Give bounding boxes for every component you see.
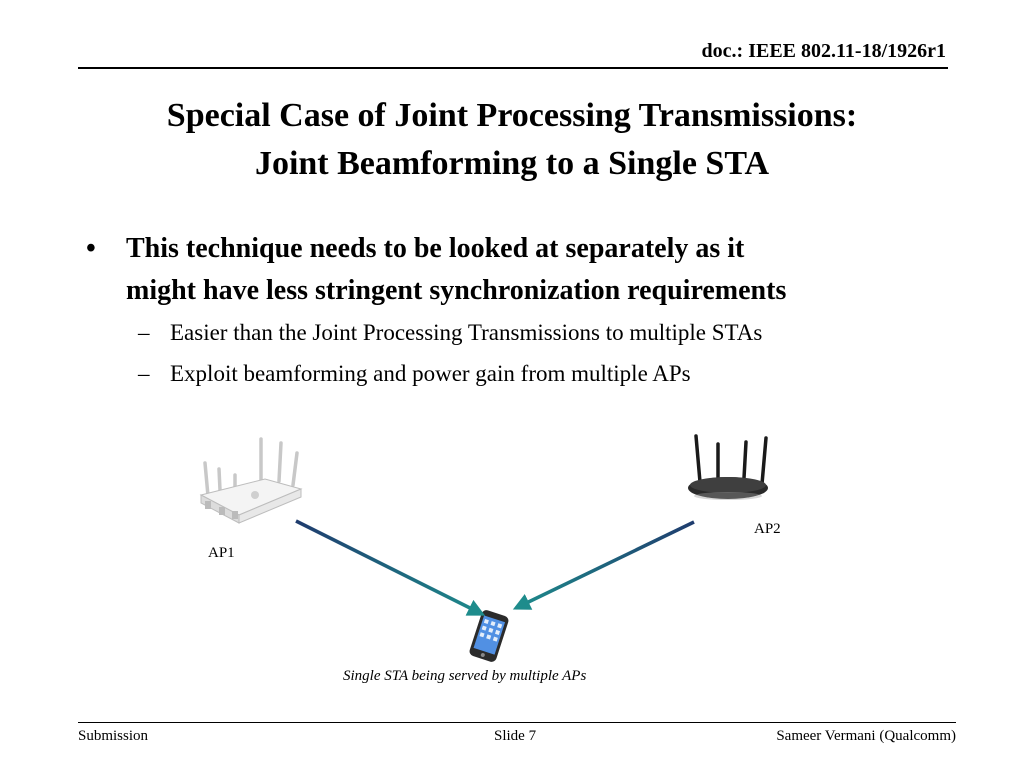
footer-rule (78, 722, 956, 723)
sub-bullet-marker: – (138, 320, 150, 345)
bullet-text-line-1: This technique needs to be looked at separately as it (126, 233, 745, 264)
sub-bullet-marker: – (138, 361, 150, 386)
sub-bullet-text: Easier than the Joint Processing Transmissions to multiple STAs (170, 320, 763, 345)
arrow-ap2-to-sta (516, 522, 694, 608)
arrow-ap1-to-sta (296, 521, 482, 614)
slide-number: Slide 7 (494, 728, 537, 744)
ap2-label: AP2 (754, 521, 781, 537)
bullet-marker: • (86, 233, 96, 264)
document-id: doc.: IEEE 802.11-18/1926r1 (701, 40, 946, 62)
footer-author: Sameer Vermani (Qualcomm) (776, 728, 956, 744)
bullet-text-line-2: might have less stringent synchronization requirements (126, 275, 787, 306)
slide-title-line-2: Joint Beamforming to a Single STA (254, 145, 770, 182)
slide-title-line-1: Special Case of Joint Processing Transmissions: (166, 97, 858, 134)
figure-caption: Single STA being served by multiple APs (343, 668, 587, 684)
ap1-label: AP1 (208, 545, 235, 561)
sub-bullet-text: Exploit beamforming and power gain from multiple APs (170, 361, 691, 386)
footer-submission: Submission (78, 728, 149, 744)
